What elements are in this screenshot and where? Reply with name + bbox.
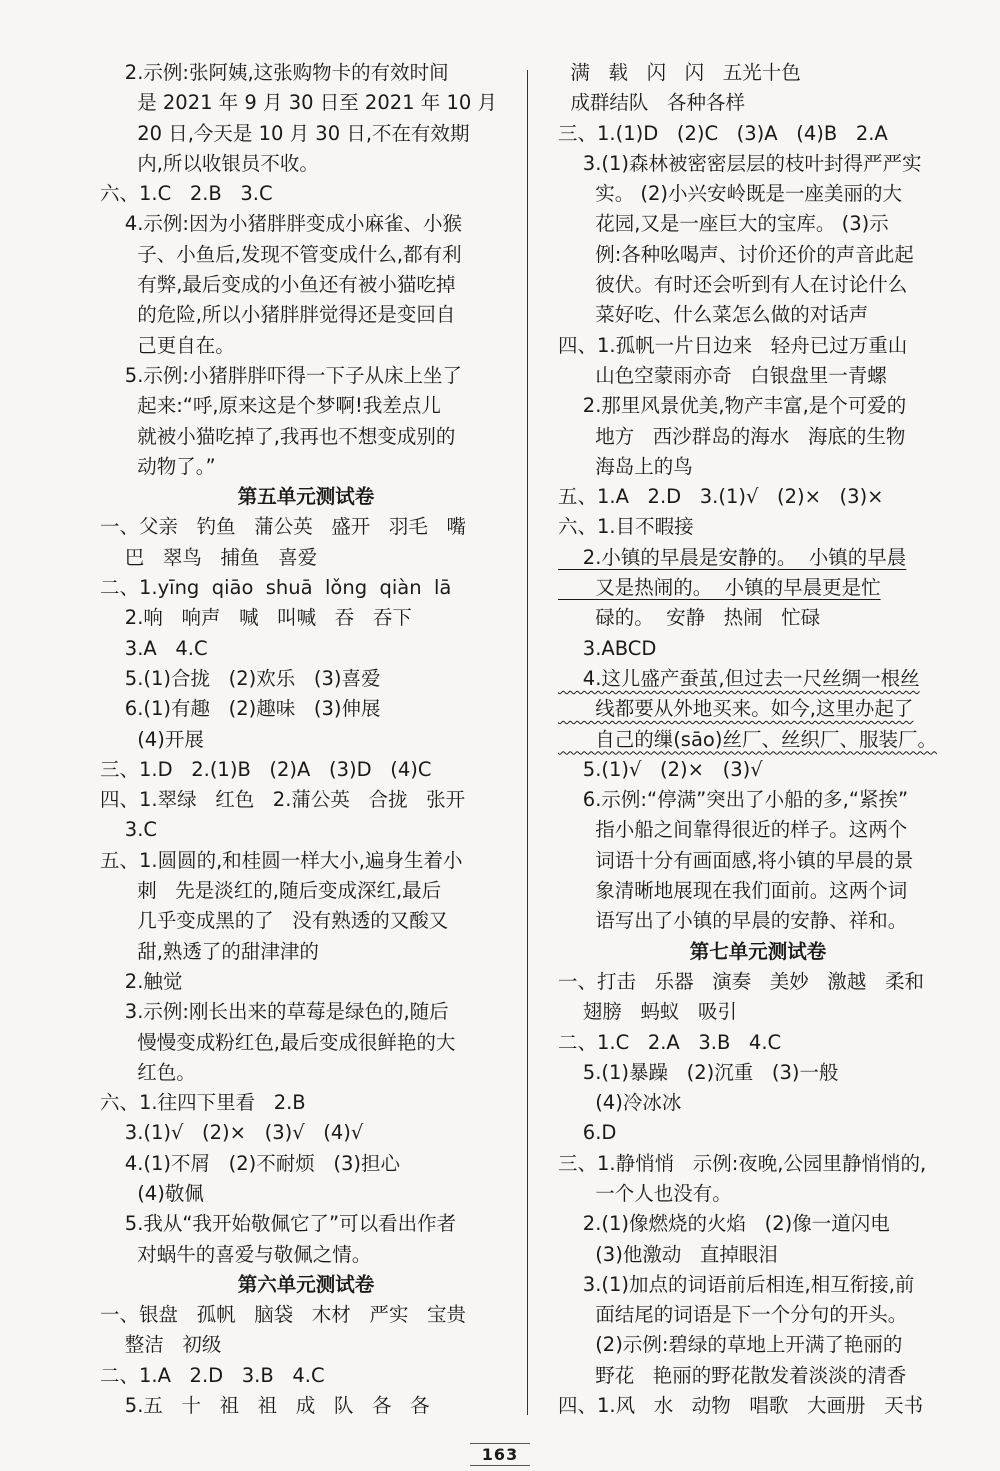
answer-line — [558, 270, 958, 300]
answer-line-text: 起来:“呼,原来这是个梦啊!我差点儿 — [100, 394, 441, 418]
answer-line — [558, 179, 958, 209]
answer-line — [558, 331, 958, 361]
section-heading-text: 第五单元测试卷 — [237, 485, 375, 509]
answer-line — [100, 1300, 512, 1330]
answer-line-text: 3.C — [100, 818, 158, 842]
left-column — [100, 58, 512, 1421]
answer-line-text: 五、1.A 2.D 3.(1)√ (2)× (3)× — [558, 485, 884, 509]
answer-line — [558, 1088, 958, 1118]
answer-line — [558, 1118, 958, 1148]
answer-line — [558, 58, 958, 88]
answer-line-text: 一个人也没有。 — [558, 1181, 732, 1205]
answer-line — [558, 785, 958, 815]
section-heading-text: 第六单元测试卷 — [237, 1272, 375, 1296]
answer-line-text: 2.触觉 — [100, 969, 183, 993]
answer-line-text: 四、1.风 水 动物 唱歌 大画册 天书 — [558, 1394, 924, 1418]
answer-line — [558, 1240, 958, 1270]
answer-line-text: 六、1.C 2.B 3.C — [100, 182, 273, 206]
answer-line — [558, 1058, 958, 1088]
section-heading-text: 第七单元测试卷 — [689, 939, 827, 963]
answer-line — [558, 209, 958, 239]
answer-line-text: 刺 先是淡红的,随后变成深红,最后 — [100, 879, 442, 903]
answer-line — [558, 422, 958, 452]
answer-line — [100, 573, 512, 603]
answer-line — [558, 482, 958, 512]
section-heading — [100, 482, 512, 512]
answer-line-text: 地方 西沙群岛的海水 海底的生物 — [558, 424, 906, 448]
answer-line — [100, 634, 512, 664]
answer-line — [100, 876, 512, 906]
answer-line-text: 几乎变成黑的了 没有熟透的又酸又 — [100, 909, 449, 933]
answer-line — [100, 1209, 512, 1239]
answer-line — [558, 1361, 958, 1391]
answer-line-text: (4)开展 — [100, 727, 204, 751]
answer-line — [100, 906, 512, 936]
answer-line — [558, 1179, 958, 1209]
answer-line-text: 巴 翠鸟 捕鱼 喜爱 — [100, 545, 318, 569]
answer-line-text: 二、1.C 2.A 3.B 4.C — [558, 1030, 782, 1054]
answer-line-text: 4.(1)不屑 (2)不耐烦 (3)担心 — [100, 1151, 400, 1175]
answer-line-text: 甜,熟透了的甜津津的 — [100, 939, 319, 963]
answer-line — [558, 997, 958, 1027]
answer-line-text: 自己的缫(sāo)丝厂、丝织厂、服装厂。 — [558, 727, 937, 751]
answer-line — [100, 1088, 512, 1118]
answer-line — [558, 573, 958, 603]
answer-line-text: 三、1.(1)D (2)C (3)A (4)B 2.A — [558, 121, 888, 145]
answer-line — [100, 1240, 512, 1270]
answer-line-text: 一、父亲 钓鱼 蒲公英 盛开 羽毛 嘴 — [100, 515, 466, 539]
answer-line — [100, 543, 512, 573]
answer-line-text: 二、1.A 2.D 3.B 4.C — [100, 1363, 325, 1387]
answer-line — [100, 846, 512, 876]
answer-line-text: 己更自在。 — [100, 333, 235, 357]
answer-line-text: 20 日,今天是 10 月 30 日,不在有效期 — [100, 121, 470, 145]
answer-line — [100, 694, 512, 724]
answer-line — [558, 815, 958, 845]
page-number — [0, 1443, 1000, 1466]
answer-line — [100, 149, 512, 179]
answer-line-text: 就被小猫吃掉了,我再也不想变成别的 — [100, 424, 456, 448]
answer-line — [558, 88, 958, 118]
answer-line — [100, 785, 512, 815]
answer-line — [558, 725, 958, 755]
answer-line-text: 三、1.D 2.(1)B (2)A (3)D (4)C — [100, 757, 432, 781]
answer-line — [558, 1270, 958, 1300]
answer-line-text: 红色。 — [100, 1060, 196, 1084]
answer-line-text: (3)他激动 直掉眼泪 — [558, 1242, 778, 1266]
right-column — [558, 58, 958, 1421]
answer-line-text: 2.示例:张阿姨,这张购物卡的有效时间 — [100, 61, 449, 84]
answer-line — [100, 331, 512, 361]
answer-line — [100, 512, 512, 542]
answer-line-text: (4)敬佩 — [100, 1181, 204, 1205]
answer-line — [100, 755, 512, 785]
answer-line — [100, 967, 512, 997]
answer-line-text: 2.那里风景优美,物产丰富,是个可爱的 — [558, 394, 907, 418]
answer-line-text: 5.五 十 祖 祖 成 队 各 各 — [100, 1394, 430, 1418]
answer-line — [558, 634, 958, 664]
answer-line — [558, 1330, 958, 1360]
answer-line-text: 一、银盘 孤帆 脑袋 木材 严实 宝贵 — [100, 1303, 466, 1327]
answer-line — [558, 452, 958, 482]
answer-line-text: 三、1.静悄悄 示例:夜晚,公园里静悄悄的, — [558, 1151, 927, 1175]
answer-line — [558, 755, 958, 785]
answer-line — [100, 88, 512, 118]
answer-line-text: 6.D — [558, 1121, 617, 1145]
answer-line-text: 5.示例:小猪胖胖吓得一下子从床上坐了 — [100, 363, 462, 387]
answer-line — [100, 1028, 512, 1058]
answer-line — [558, 543, 958, 573]
answer-line-text: 海岛上的鸟 — [558, 454, 693, 478]
answer-line — [100, 240, 512, 270]
answer-line-text: 面结尾的词语是下一个分句的开头。 — [558, 1303, 908, 1327]
answer-line-text: 二、1.yīng qiāo shuā lǒng qiàn lā — [100, 576, 452, 600]
answer-line-text: (2)示例:碧绿的草地上开满了艳丽的 — [558, 1333, 903, 1357]
answer-line-text: 慢慢变成粉红色,最后变成很鲜艳的大 — [100, 1030, 456, 1054]
answer-line — [558, 1028, 958, 1058]
answer-line-text: 菜好吃、什么菜怎么做的对话声 — [558, 303, 869, 327]
answer-line-text: 翅膀 蚂蚁 吸引 — [558, 1000, 737, 1024]
answer-line-text: 3.(1)加点的词语前后相连,相互衔接,前 — [558, 1272, 915, 1296]
answer-line-text: 词语十分有画面感,将小镇的早晨的景 — [558, 848, 914, 872]
answer-line-text: 子、小鱼后,发现不管变成什么,都有利 — [100, 242, 462, 266]
answer-line-text: 6.(1)有趣 (2)趣味 (3)伸展 — [100, 697, 381, 721]
answer-line-text: 花园,又是一座巨大的宝库。 (3)示 — [558, 212, 889, 236]
answer-line-text: 四、1.翠绿 红色 2.蒲公英 合拢 张开 — [100, 788, 466, 812]
answer-line-text: 实。 (2)小兴安岭既是一座美丽的大 — [558, 182, 903, 206]
answer-line-text: 五、1.圆圆的,和桂圆一样大小,遍身生着小 — [100, 848, 463, 872]
answer-line — [100, 270, 512, 300]
answer-line-text: 例:各种吆喝声、讨价还价的声音此起 — [558, 242, 914, 266]
answer-line — [100, 1330, 512, 1360]
answer-line-text: 4.示例:因为小猪胖胖变成小麻雀、小猴 — [100, 212, 462, 236]
answer-line-text: 六、1.往四下里看 2.B — [100, 1091, 306, 1115]
answer-line-text: 5.(1)√ (2)× (3)√ — [558, 757, 763, 781]
answer-line-text: 语写出了小镇的早晨的安静、祥和。 — [558, 909, 908, 933]
answer-line — [100, 725, 512, 755]
page-number-label: 163 — [470, 1443, 530, 1466]
answer-line-text: 3.ABCD — [558, 636, 657, 660]
answer-line — [100, 179, 512, 209]
answer-line — [100, 603, 512, 633]
answer-line — [100, 937, 512, 967]
answer-line — [100, 452, 512, 482]
answer-line — [558, 391, 958, 421]
answer-line-text: 指小船之间靠得很近的样子。这两个 — [558, 818, 908, 842]
answer-line-text: 2.响 响声 喊 叫喊 吞 吞下 — [100, 606, 412, 630]
column-divider — [527, 70, 528, 1415]
answer-line-text: 3.A 4.C — [100, 636, 208, 660]
answer-line — [558, 1209, 958, 1239]
answer-line-text: 线都要从外地买来。如今,这里办起了 — [558, 697, 914, 721]
answer-line-text: 5.(1)合拢 (2)欢乐 (3)喜爱 — [100, 666, 381, 690]
answer-line — [558, 1149, 958, 1179]
answer-line-text: 的危险,所以小猪胖胖觉得还是变回自 — [100, 303, 456, 327]
answer-line — [558, 512, 958, 542]
answer-line — [558, 906, 958, 936]
answer-line-text: 对蜗牛的喜爱与敬佩之情。 — [100, 1242, 372, 1266]
answer-line — [558, 876, 958, 906]
answer-line — [100, 422, 512, 452]
answer-line — [100, 361, 512, 391]
answer-line-text: 4.这儿盛产蚕茧,但过去一尺丝绸一根丝 — [558, 666, 920, 690]
answer-line — [558, 119, 958, 149]
answer-line-text: 彼伏。有时还会听到有人在讨论什么 — [558, 273, 908, 297]
answer-line-text: 四、1.孤帆一片日边来 轻舟已过万重山 — [558, 333, 908, 357]
answer-line — [100, 300, 512, 330]
answer-line — [100, 1149, 512, 1179]
answer-line — [100, 1058, 512, 1088]
answer-line — [558, 664, 958, 694]
answer-line-text: 六、1.目不暇接 — [558, 515, 694, 539]
answer-line — [558, 1391, 958, 1421]
answer-line-text: 5.(1)暴躁 (2)沉重 (3)一般 — [558, 1060, 839, 1084]
answer-line — [558, 240, 958, 270]
answer-line-text: 动物了。” — [100, 454, 216, 478]
answer-line — [558, 149, 958, 179]
answer-line — [100, 209, 512, 239]
answer-line-text: 是 2021 年 9 月 30 日至 2021 年 10 月 — [100, 91, 497, 115]
section-heading — [558, 937, 958, 967]
answer-line-text: 6.示例:“停满”突出了小船的多,“紧挨” — [558, 788, 909, 812]
answer-line-text: 3.(1)√ (2)× (3)√ (4)√ — [100, 1121, 364, 1145]
answer-line — [100, 1179, 512, 1209]
answer-line-text: 3.(1)森林被密密层层的枝叶封得严严实 — [558, 151, 922, 175]
answer-line-text: 有弊,最后变成的小鱼还有被小猫吃掉 — [100, 273, 456, 297]
answer-line — [100, 1391, 512, 1421]
answer-line — [100, 815, 512, 845]
answer-line — [100, 1361, 512, 1391]
answer-line — [558, 300, 958, 330]
answer-line — [100, 58, 512, 88]
answer-line-text: 3.示例:刚长出来的草莓是绿色的,随后 — [100, 1000, 449, 1024]
answer-line-text: 内,所以收银员不收。 — [100, 151, 319, 175]
answer-line — [100, 391, 512, 421]
answer-line — [558, 694, 958, 724]
answer-line-text: 5.我从“我开始敬佩它了”可以看出作者 — [100, 1212, 457, 1236]
answer-line — [558, 967, 958, 997]
answer-line — [100, 664, 512, 694]
section-heading — [100, 1270, 512, 1300]
answer-line-text: (4)冷冰冰 — [558, 1091, 682, 1115]
answer-line-text: 一、打击 乐器 演奏 美妙 激越 柔和 — [558, 969, 924, 993]
answer-line — [558, 1300, 958, 1330]
answer-line-text: 又是热闹的。 小镇的早晨更是忙 — [558, 576, 881, 600]
answer-line — [558, 846, 958, 876]
answer-line-text: 2.(1)像燃烧的火焰 (2)像一道闪电 — [558, 1212, 890, 1236]
answer-line-text: 成群结队 各种各样 — [558, 91, 745, 115]
answer-line-text: 象清晰地展现在我们面前。这两个词 — [558, 879, 908, 903]
answer-line-text: 2.小镇的早晨是安静的。 小镇的早晨 — [558, 545, 907, 569]
answer-line — [558, 361, 958, 391]
answer-line-text: 满 载 闪 闪 五光十色 — [558, 61, 801, 84]
answer-line-text: 整洁 初级 — [100, 1333, 222, 1357]
answer-line — [100, 1118, 512, 1148]
answer-line — [100, 119, 512, 149]
answer-line — [100, 997, 512, 1027]
answer-line-text: 山色空蒙雨亦奇 白银盘里一青螺 — [558, 363, 887, 387]
answer-line-text: 野花 艳丽的野花散发着淡淡的清香 — [558, 1363, 907, 1387]
answer-line — [558, 603, 958, 633]
answer-line-text: 碌的。 安静 热闹 忙碌 — [558, 606, 821, 630]
